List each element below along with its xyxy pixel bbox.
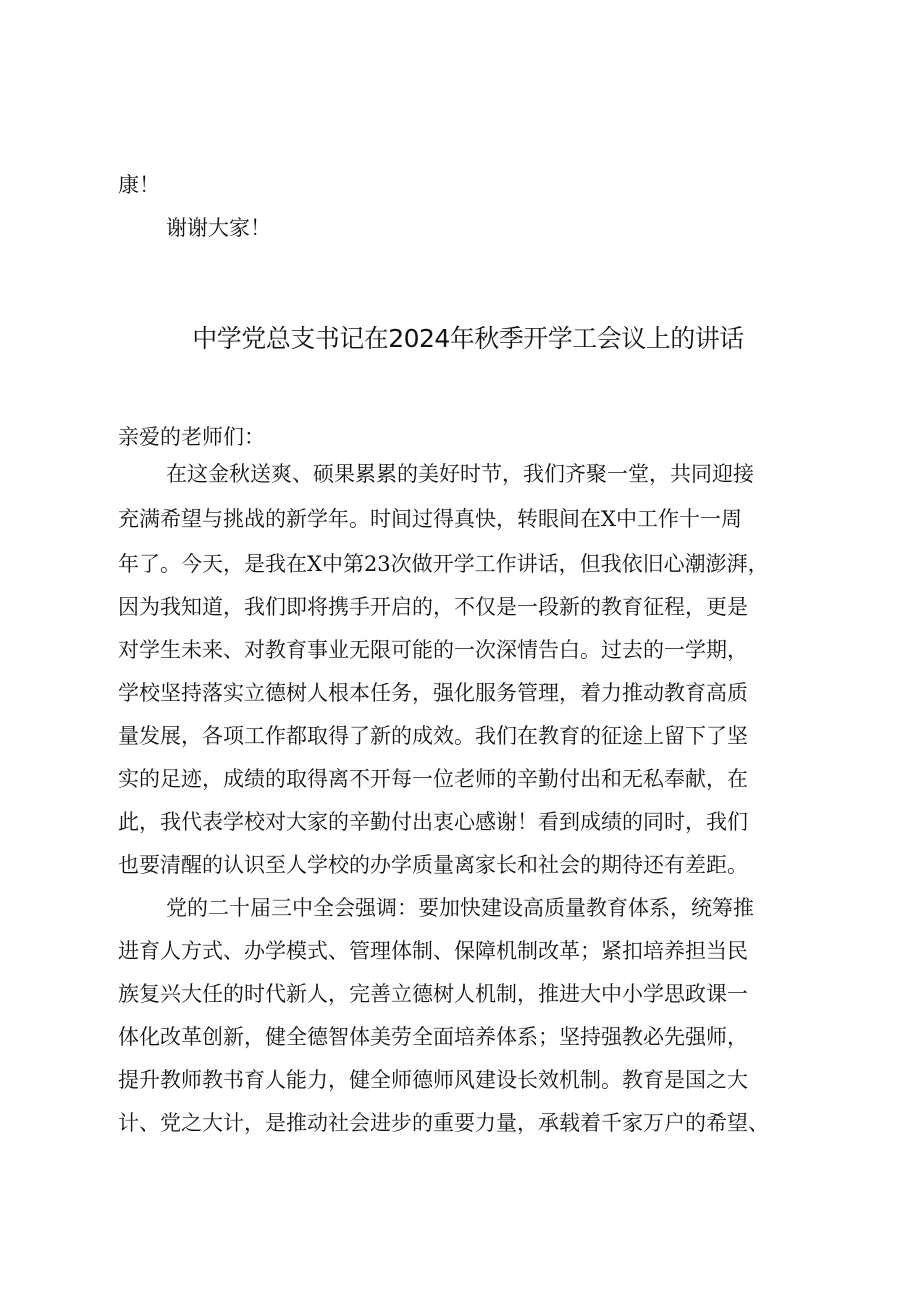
- paragraph-line: 充满希望与挑战的新学年。时间过得真快，转眼间在X中工作十一周: [118, 507, 742, 531]
- paragraph-line: 量发展，各项工作都取得了新的成效。我们在教育的征途上留下了坚: [118, 724, 748, 748]
- paragraph-line: 计、党之大计，是推动社会进步的重要力量，承载着千家万户的希望、: [118, 1111, 769, 1135]
- paragraph-line: 族复兴大任的时代新人，完善立德树人机制，推进大中小学思政课一: [118, 982, 748, 1006]
- paragraph-line: 也要清醒的认识至人学校的办学质量离家长和社会的期待还有差距。: [118, 853, 748, 877]
- paragraph-line: 此，我代表学校对大家的辛勤付出衷心感谢！看到成绩的同时，我们: [118, 810, 748, 834]
- thanks-text: 谢谢大家！: [166, 216, 271, 240]
- paragraph-line: 提升教师教书育人能力，健全师德师风建设长效机制。教育是国之大: [118, 1068, 748, 1092]
- paragraph-line: 年了。今天，是我在X中第23次做开学工作讲话，但我依旧心潮澎湃，: [118, 552, 769, 576]
- paragraph-line: 体化改革创新，健全德智体美劳全面培养体系；坚持强教必先强师，: [118, 1025, 748, 1049]
- closing-text: 康！: [118, 173, 160, 197]
- paragraph-line: 因为我知道，我们即将携手开启的，不仅是一段新的教育征程，更是: [118, 595, 748, 619]
- paragraph-line: 进育人方式、办学模式、管理体制、保障机制改革；紧扣培养担当民: [118, 939, 748, 963]
- salutation: 亲爱的老师们：: [118, 425, 265, 449]
- paragraph-line: 实的足迹，成绩的取得离不开每一位老师的辛勤付出和无私奉献，在: [118, 767, 748, 791]
- speech-title: 中学党总支书记在2024年秋季开学工会议上的讲话: [192, 324, 744, 353]
- paragraph-line: 学校坚持落实立德树人根本任务，强化服务管理，着力推动教育高质: [118, 681, 748, 705]
- paragraph-line: 党的二十届三中全会强调：要加快建设高质量教育体系，统筹推: [166, 896, 754, 920]
- paragraph-line: 在这金秋送爽、硕果累累的美好时节，我们齐聚一堂，共同迎接: [166, 462, 754, 486]
- paragraph-line: 对学生未来、对教育事业无限可能的一次深情告白。过去的一学期，: [118, 638, 748, 662]
